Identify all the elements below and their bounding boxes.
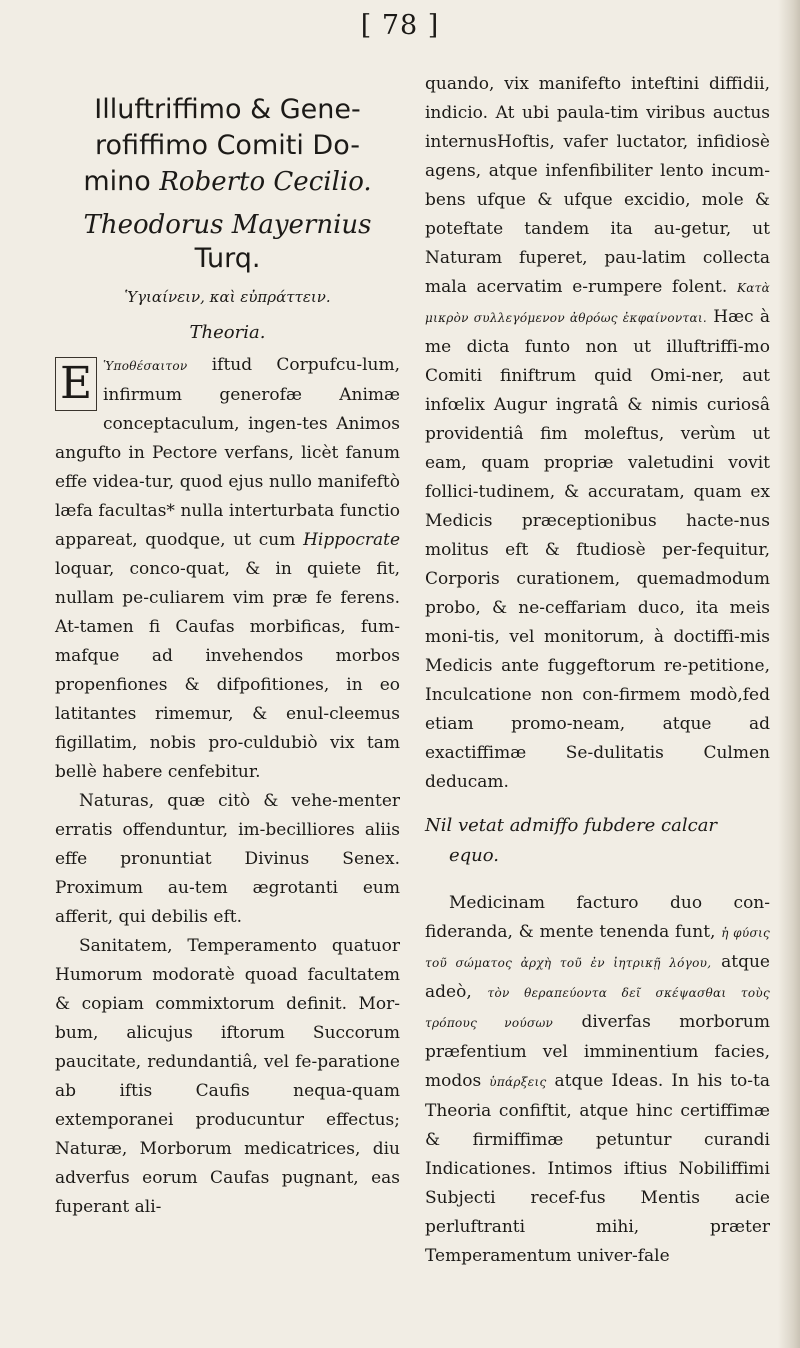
hippocrate-name: Hippocrate: [303, 530, 400, 550]
left-column: [55, 70, 400, 1222]
dedication-line-2: rofiffimo Comiti Do-: [95, 130, 360, 161]
greek-word: Ὑποθέσαιτον: [103, 359, 188, 373]
paragraph-5-end: atque Ideas. In his to-ta Theoria confiftit, atque hinc certiffimæ & firmiffimæ petuntur curandi Indicationes. Intimos iftius Nobiliffimi Subjecti recef-fus Mentis acie perluftranti mihi, præter Temperamentum univer-fale: [425, 1071, 770, 1266]
dedication: [55, 92, 400, 200]
paragraph-1-text: iftud Corpufcu-lum, infirmum generofæ Animæ conceptaculum, ingen-tes Animos angufto in Pectore verfans, licèt fanum effe videa-tur, quod ejus nullo manifeftò læfa facultas* nulla interturbata functio appareat, quodque, ut cum: [55, 355, 400, 550]
paragraph-5-continued: diverfas morborum præfentium vel imminentium facies, modos: [425, 1012, 770, 1091]
paragraph-4-text: quando, vix manifefto inteftini diffidii, indicio. At ubi paula-tim viribus auctus internusHoftis, vafer luctator, infidiosè agens, atque infenfibiliter lento incum-bens ufque & ufque excidio, mole & poteftate tandem ita au-getur, ut Naturam fuperet, pau-latim collecta mala acervatim e-rumpere folent.: [425, 74, 770, 297]
paragraph-5-text: Medicinam facturo duo con-fideranda, & mente tenenda funt,: [425, 893, 770, 942]
right-column: [425, 70, 770, 1271]
paragraph-3: Sanitatem, Temperamento quatuor Humorum modoratè quoad facultatem & copiam commixtorum definit. Mor-bum, alicujus iftorum Succorum paucitate, redundantiâ, vel fe-paratione ab iftis Caufis nequa-quam extemporanei producuntur effectus; Naturæ, Morborum medicatrices, diu adverfus eorum Caufas pugnant, eas fuperant ali-: [55, 936, 400, 1217]
dedicatee-name: Roberto Cecilio.: [159, 167, 372, 197]
page-edge: [778, 0, 800, 1348]
dedication-line-1: Illuftriffimo & Gene-: [94, 94, 361, 125]
page-number: [ 78 ]: [360, 10, 440, 41]
verse-line-1: Nil vetat admiffo fubdere calcar: [425, 815, 718, 836]
greek-quote-2: ἡ φύσις τοῦ σώματος ἀρχὴ τοῦ ἐν ἰητρικῇ λόγου,: [425, 926, 770, 970]
author-place: Turq.: [194, 243, 261, 274]
verse-line-2: equo.: [449, 845, 500, 866]
section-title: Theoria.: [189, 322, 266, 343]
greek-quote-3: τὸν θεραπεύοντα δεῖ σκέψασθαι τοὺς τρόπους νούσων: [425, 986, 771, 1030]
paragraph-5-mid: atque adeò,: [425, 952, 770, 1002]
paragraph-4-end: Hæc à me dicta funto non ut illuftriffi-mo Comiti finiftrum quid Omi-ner, aut infœlix Augur ingratâ & nimis curiosâ providentiâ fim moleftus, verùm ut eam, quam propriæ valetudini vovit follici-tudinem, & accuratam, quam ex Medicis præceptionibus hacte-nus molitus eft & ftudiosè per-fequitur, Corporis curationem, quemadmodum probo, & ne-ceffariam duco, ita meis moni-tis, vel monitorum, à doctiffi-mis Medicis ante fuggeftorum re-petitione, Inculcatione non con-firmem modò,fed etiam promo-neam, atque ad exactiffimæ Se-dulitatis Culmen deducam.: [425, 307, 770, 792]
latin-verse: [425, 811, 770, 871]
drop-cap: E: [55, 357, 97, 411]
paragraph-5: [425, 889, 770, 1271]
greek-word-2: ὑπάρξεις: [489, 1075, 547, 1089]
left-body-text: [55, 351, 400, 1222]
dedication-prefix: mino: [83, 166, 160, 197]
right-body-text: [425, 70, 770, 1271]
paragraph-1: [55, 351, 400, 787]
greek-quote: Κατὰ μικρὸν συλλεγόμενον ἀθρόως ἐκφαίνονται.: [425, 281, 770, 325]
author-name: Theodorus Mayernius: [83, 210, 372, 240]
paragraph-4: [425, 70, 770, 797]
paragraph-2: Naturas, quæ citò & vehe-menter erratis offenduntur, im-becilliores aliis effe pronuntiat Divinus Senex. Proximum au-tem ægrotanti eum afferit, qui debilis eft.: [55, 791, 400, 927]
paragraph-1-end: loquar, conco-quat, & in quiete fit, nullam pe-culiarem vim præ fe ferens. At-tamen fi Caufas morbificas, fum-mafque ad invehendos morbos propenfiones & difpofitiones, in eo latitantes rimemur, & enul-cleemus figillatim, nobis pro-culdubiò vix tam bellè habere cenfebitur.: [55, 559, 400, 782]
dedication-line-3: [55, 164, 400, 200]
greek-motto: Ὑγιαίνειν, καὶ εὐπράττειν.: [124, 288, 331, 306]
